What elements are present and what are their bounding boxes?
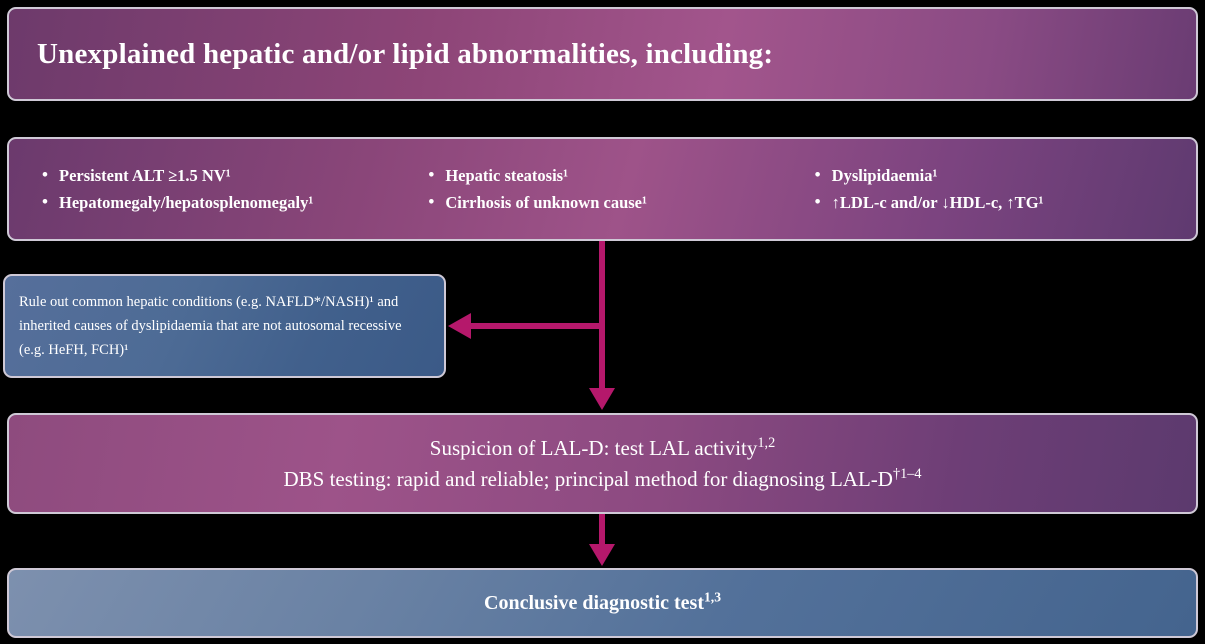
- criteria-column-3: [796, 162, 1182, 216]
- list-item: • Dyslipidaemia¹: [832, 162, 1182, 189]
- list-item: • Persistent ALT ≥1.5 NV¹: [59, 162, 409, 189]
- list-item: • Hepatic steatosis¹: [445, 162, 795, 189]
- list-item: • Cirrhosis of unknown cause¹: [445, 189, 795, 216]
- list-item: • Hepatomegaly/hepatosplenomegaly¹: [59, 189, 409, 216]
- list-item: • ↑LDL-c and/or ↓HDL-c, ↑TG¹: [832, 189, 1182, 216]
- page-title: Unexplained hepatic and/or lipid abnormalities, including:: [37, 37, 774, 70]
- suspicion-line-1: Suspicion of LAL-D: test LAL activity$^{1,2}$: [429, 434, 776, 460]
- suspicion-line-2: DBS testing: rapid and reliable; principal method for diagnosing LAL-$D^{\dagger 1-4}$: [283, 465, 922, 491]
- criteria-column-1: [23, 162, 409, 216]
- conclusive-test-box: [7, 568, 1198, 638]
- criteria-box: [7, 137, 1198, 241]
- suspicion-box: [7, 413, 1198, 514]
- title-box: [7, 7, 1198, 101]
- rule-out-box: [3, 274, 446, 378]
- rule-out-text: Rule out common hepatic conditions (e.g. NAFLD*/NASH)¹ and inherited causes of dyslipidaemia that are not autosomal recessive (e.g. HeFH, FCH)¹: [19, 294, 402, 358]
- criteria-column-2: [409, 162, 795, 216]
- conclusive-test-label: Conclusive diagnostic test$^{1,3}$: [484, 588, 721, 614]
